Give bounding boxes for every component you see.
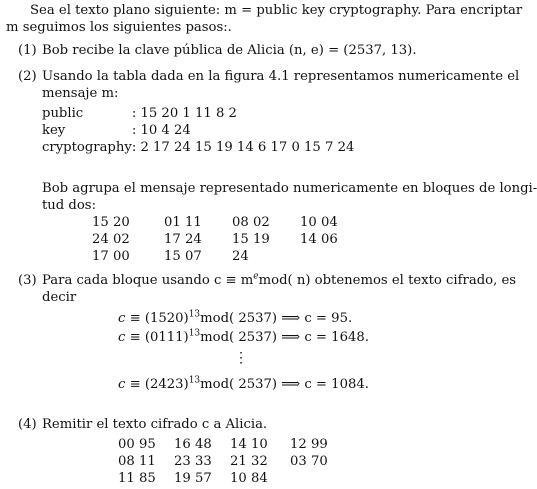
step-3-text-start: Para cada bloque usando c ≡ m: [42, 273, 254, 288]
step-3-text-2: decir: [42, 290, 77, 305]
cipher-cell: 16 48: [174, 437, 212, 452]
cipher-cell: 11 85: [118, 471, 156, 486]
cipher-cell: 19 57: [174, 471, 212, 486]
step-3-line-1: [42, 272, 516, 289]
blocks-table: [92, 214, 338, 265]
step-1-text: Bob recibe la clave pública de Alicia (n, e) = (2537, 13).: [42, 43, 417, 58]
cipher-table: [118, 436, 328, 487]
equation-2: $c \equiv (0111)^{13}mod$( 2537) ⟹ c = 1648.: [118, 328, 369, 345]
encoding-row: [42, 105, 354, 122]
equation-mod: mod( 2537) ⟹ c = 95.: [200, 311, 353, 326]
step-1-number: (1): [18, 43, 37, 58]
equation-exponent: 13: [188, 328, 201, 339]
encoding-row: [42, 139, 354, 156]
cipher-cell: 10 84: [230, 471, 268, 486]
encoding-word: key: [42, 123, 66, 138]
step-4-number: (4): [18, 417, 37, 432]
equation-1: $c \equiv (1520)^{13}mod$( 2537) ⟹ c = 95.: [118, 309, 353, 326]
block-cell: 17 00: [92, 249, 130, 264]
cipher-row: [118, 436, 328, 453]
intro-line-1: Sea el texto plano siguiente: m = public key cryptography. Para encriptar: [30, 3, 523, 18]
encoding-row: [42, 122, 354, 139]
cipher-row: [118, 470, 328, 487]
intro-line-2: m seguimos los siguientes pasos:.: [6, 20, 232, 35]
equation-exponent: 13: [188, 375, 201, 386]
encoding-word: public: [42, 106, 84, 121]
cipher-cell: 08 11: [118, 454, 156, 469]
vertical-dots: ⋮: [234, 350, 248, 366]
encoding-word: cryptography: [42, 140, 132, 155]
block-cell: 01 11: [164, 215, 202, 230]
step-3-number: (3): [18, 273, 37, 288]
step-2-number: (2): [18, 69, 37, 84]
equation-mod: mod( 2537) ⟹ c = 1084.: [200, 377, 369, 392]
encoding-codes: : 10 4 24: [131, 123, 191, 138]
equation-exponent: 13: [188, 309, 201, 320]
blocks-row: [92, 231, 338, 248]
exponent-e: e: [253, 271, 259, 282]
cipher-cell: 21 32: [230, 454, 268, 469]
cipher-row: [118, 453, 328, 470]
block-cell: 17 24: [164, 232, 202, 247]
encoding-codes: : 2 17 24 15 19 14 6 17 0 15 7 24: [131, 140, 355, 155]
cipher-cell: 03 70: [290, 454, 328, 469]
block-cell: 10 04: [300, 215, 338, 230]
blocks-row: [92, 248, 338, 265]
block-cell: 15 19: [232, 232, 270, 247]
step-2-text-2: mensaje m:: [42, 86, 119, 101]
step-4-text: Remitir el texto cifrado c a Alicia.: [42, 417, 268, 432]
block-cell: [300, 248, 338, 265]
block-cell: 24: [232, 249, 249, 264]
step-2-text-1: Usando la tabla dada en la figura 4.1 representamos numericamente el: [42, 69, 520, 84]
block-cell: 15 20: [92, 215, 130, 230]
encoding-codes: : 15 20 1 11 8 2: [131, 106, 237, 121]
cipher-cell: 12 99: [290, 437, 328, 452]
equation-mod: mod( 2537) ⟹ c = 1648.: [200, 330, 369, 345]
cipher-cell: 14 10: [230, 437, 268, 452]
block-cell: 24 02: [92, 232, 130, 247]
equation-base: (1520): [144, 311, 189, 326]
block-cell: 14 06: [300, 232, 338, 247]
group-text-1: Bob agrupa el mensaje representado numericamente en bloques de longi-: [42, 181, 537, 196]
equation-base: (2423): [144, 377, 189, 392]
cipher-cell: 00 95: [118, 437, 156, 452]
equation-base: (0111): [144, 330, 189, 345]
encoding-table: [42, 105, 354, 156]
block-cell: 15 07: [164, 249, 202, 264]
step-3-text-rest: mod( n) obtenemos el texto cifrado, es: [258, 273, 517, 288]
cipher-cell: 23 33: [174, 454, 212, 469]
equation-3: $c \equiv (2423)^{13}mod$( 2537) ⟹ c = 1084.: [118, 375, 369, 392]
blocks-row: [92, 214, 338, 231]
block-cell: 08 02: [232, 215, 270, 230]
cipher-cell: [290, 470, 328, 487]
group-text-2: tud dos:: [42, 198, 97, 213]
